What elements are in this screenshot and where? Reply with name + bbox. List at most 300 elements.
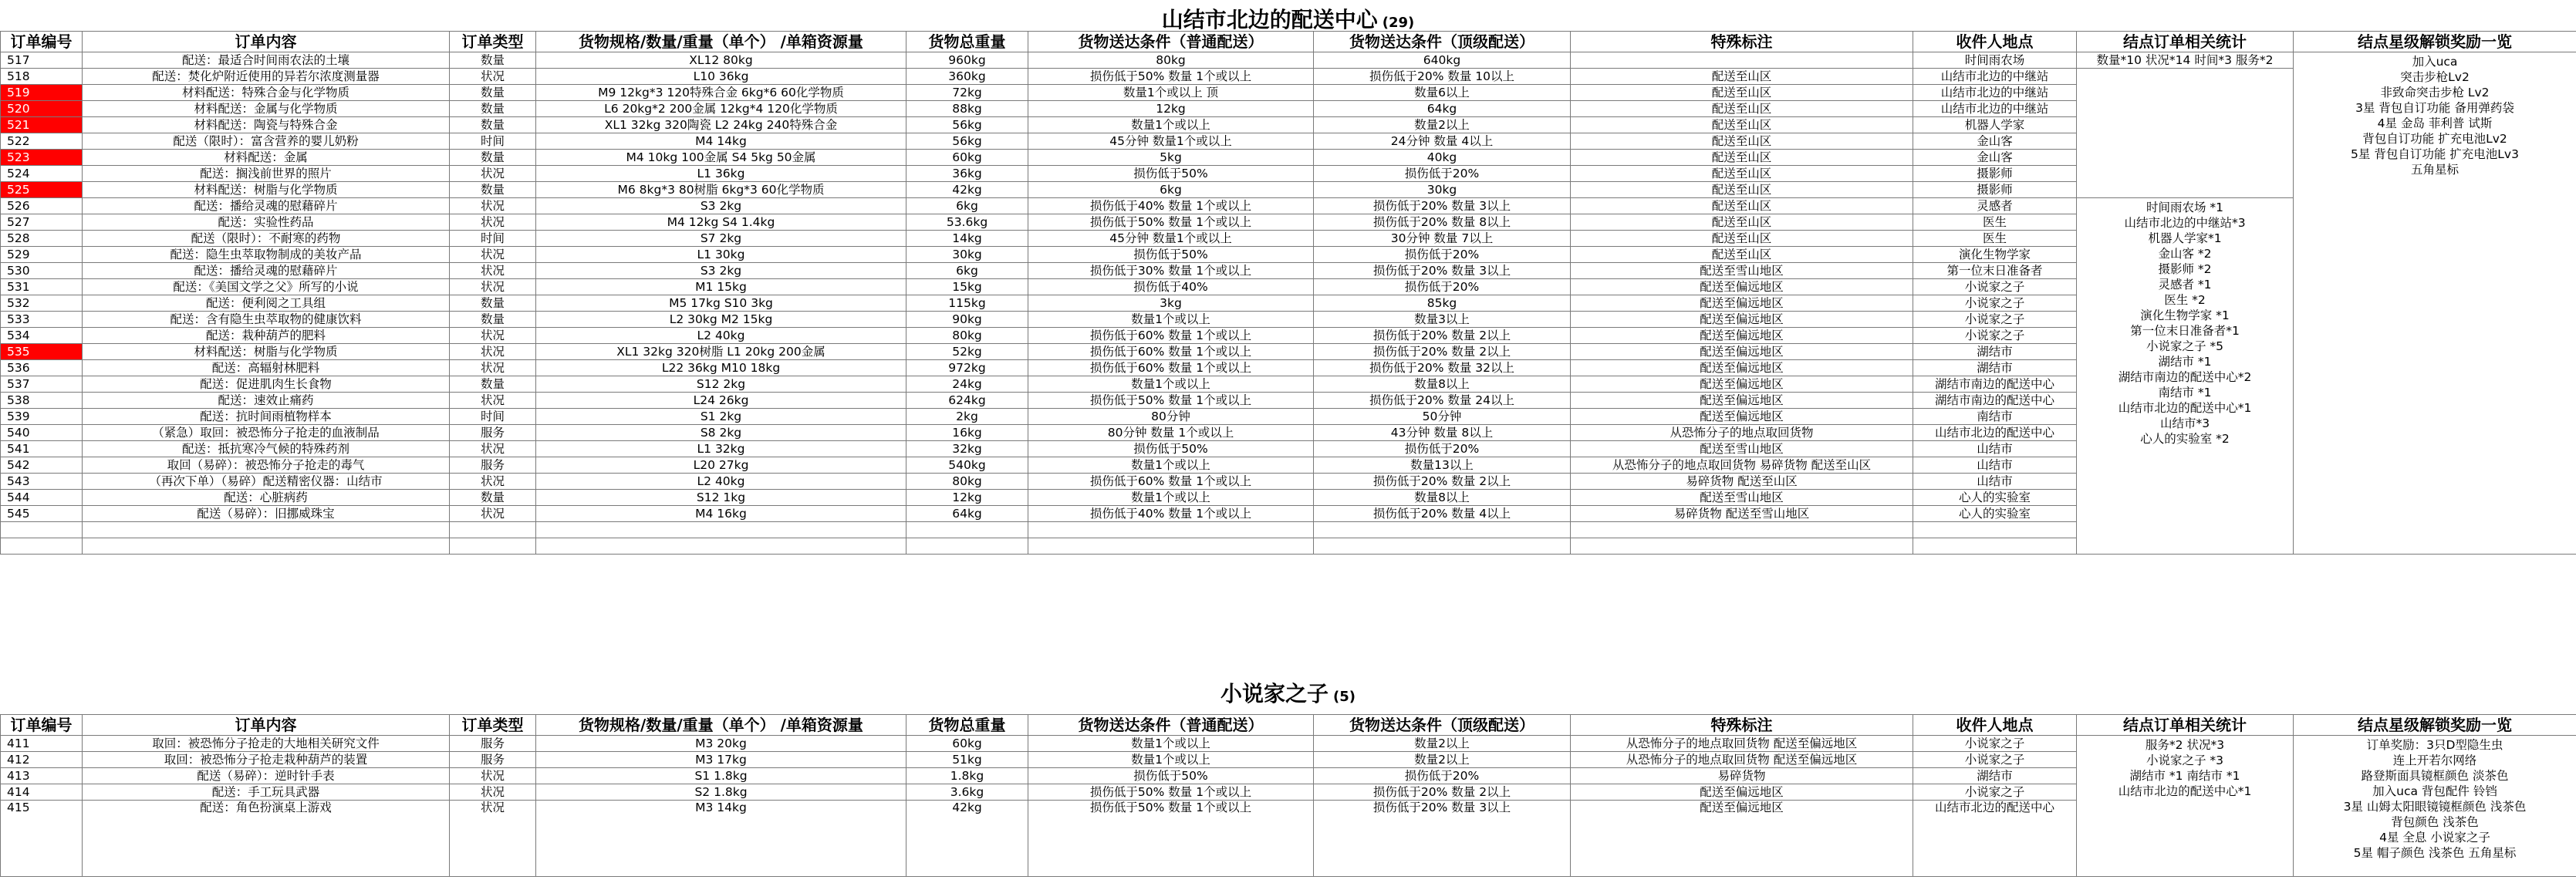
table-header-row xyxy=(1,32,2576,52)
special-note: 配送至偏远地区 xyxy=(1571,393,1913,409)
order-content: 配送：播给灵魂的慰藉碎片 xyxy=(83,198,450,214)
cargo-spec: S12 2kg xyxy=(536,376,906,393)
order-id: 534 xyxy=(1,328,83,344)
order-id: 522 xyxy=(1,133,83,150)
order-id: 545 xyxy=(1,506,83,522)
top-condition: 数量2以上 xyxy=(1314,117,1571,133)
recipient: 演化生物学家 xyxy=(1913,247,2077,263)
node-stats-list-line: 湖结市 *1 南结市 *1 xyxy=(2129,769,2240,783)
order-type: 状况 xyxy=(450,441,536,457)
top-condition: 损伤低于20% 数量 3以上 xyxy=(1314,263,1571,279)
order-id xyxy=(1,522,83,538)
node-stats-list-line: 摄影师 *2 xyxy=(2158,262,2212,276)
order-id: 526 xyxy=(1,198,83,214)
total-weight: 6kg xyxy=(906,263,1028,279)
order-id: 521 xyxy=(1,117,83,133)
order-content: 材料配送：树脂与化学物质 xyxy=(83,344,450,360)
cargo-spec: XL12 80kg xyxy=(536,52,906,69)
rewards-list-line: 连上开若尔网络 xyxy=(2392,753,2477,767)
column-header: 订单类型 xyxy=(450,715,536,736)
order-content: （再次下单）（易碎）配送精密仪器：山结市 xyxy=(83,474,450,490)
top-condition: 损伤低于20% 数量 3以上 xyxy=(1314,198,1571,214)
order-type: 状况 xyxy=(450,474,536,490)
order-id: 519 xyxy=(1,85,83,101)
order-content: 配送：隐生虫萃取物制成的美妆产品 xyxy=(83,247,450,263)
total-weight: 15kg xyxy=(906,279,1028,295)
top-condition: 损伤低于20% xyxy=(1314,166,1571,182)
top-condition: 24分钟 数量 4以上 xyxy=(1314,133,1571,150)
table-row xyxy=(1,198,2576,214)
top-condition xyxy=(1314,522,1571,538)
order-id: 415 xyxy=(1,801,83,877)
special-note xyxy=(1571,522,1913,538)
recipient: 小说家之子 xyxy=(1913,784,2077,801)
order-content: 配送：实验性药品 xyxy=(83,214,450,231)
cargo-spec: M3 14kg xyxy=(536,801,906,877)
recipient: 湖结市 xyxy=(1913,360,2077,376)
order-type: 数量 xyxy=(450,85,536,101)
top-condition: 数量6以上 xyxy=(1314,85,1571,101)
order-content: 配送（限时）：富含营养的婴儿奶粉 xyxy=(83,133,450,150)
special-note: 配送至偏远地区 xyxy=(1571,801,1913,877)
cargo-spec: L1 36kg xyxy=(536,166,906,182)
rewards-list-line: 4星 金岛 菲利普 试斯 xyxy=(2377,116,2493,130)
order-content: 配送：手工玩具武器 xyxy=(83,784,450,801)
cargo-spec: S8 2kg xyxy=(536,425,906,441)
cargo-spec: M5 17kg S10 3kg xyxy=(536,295,906,312)
rewards-list-line: 非致命突击步枪 Lv2 xyxy=(2380,86,2490,99)
recipient: 摄影师 xyxy=(1913,166,2077,182)
order-content: 配送：速效止痛药 xyxy=(83,393,450,409)
order-id: 518 xyxy=(1,69,83,85)
cargo-spec: M4 10kg 100金属 S4 5kg 50金属 xyxy=(536,150,906,166)
recipient: 机器人学家 xyxy=(1913,117,2077,133)
column-header: 收件人地点 xyxy=(1913,32,2077,52)
cargo-spec: S2 1.8kg xyxy=(536,784,906,801)
normal-condition: 数量1个或以上 xyxy=(1028,457,1314,474)
normal-condition: 损伤低于40% 数量 1个或以上 xyxy=(1028,506,1314,522)
normal-condition: 损伤低于50% 数量 1个或以上 xyxy=(1028,801,1314,877)
order-content: 材料配送：特殊合金与化学物质 xyxy=(83,85,450,101)
special-note: 配送至偏远地区 xyxy=(1571,360,1913,376)
column-header: 收件人地点 xyxy=(1913,715,2077,736)
order-id: 528 xyxy=(1,231,83,247)
special-note: 配送至偏远地区 xyxy=(1571,376,1913,393)
order-content: 材料配送：树脂与化学物质 xyxy=(83,182,450,198)
orders-table-novelists-son xyxy=(0,714,2576,877)
recipient: 湖结市 xyxy=(1913,768,2077,784)
cargo-spec: L10 36kg xyxy=(536,69,906,85)
order-type: 数量 xyxy=(450,52,536,69)
order-type: 状况 xyxy=(450,279,536,295)
recipient: 摄影师 xyxy=(1913,182,2077,198)
special-note xyxy=(1571,538,1913,555)
order-content: 材料配送：陶瓷与特殊合金 xyxy=(83,117,450,133)
node-stats-list-line: 山结市北边的中继站*3 xyxy=(2124,216,2246,230)
rewards-list-line: 订单奖励：3只D型隐生虫 xyxy=(2366,738,2503,752)
rewards-list xyxy=(2294,52,2576,555)
top-condition: 40kg xyxy=(1314,150,1571,166)
order-id: 532 xyxy=(1,295,83,312)
section-title-mountain-knot xyxy=(0,3,2576,34)
node-stats-list-line: 第一位末日准备者*1 xyxy=(2130,324,2240,338)
order-content: 配送：搁浅前世界的照片 xyxy=(83,166,450,182)
section-count: (5) xyxy=(1333,689,1356,705)
column-header: 结点订单相关统计 xyxy=(2077,715,2294,736)
total-weight: 72kg xyxy=(906,85,1028,101)
order-type: 数量 xyxy=(450,150,536,166)
recipient: 湖结市南边的配送中心 xyxy=(1913,376,2077,393)
column-header: 货物规格/数量/重量（单个） /单箱资源量 xyxy=(536,32,906,52)
total-weight: 56kg xyxy=(906,117,1028,133)
node-stats-list-line: 医生 *2 xyxy=(2164,293,2206,307)
normal-condition: 数量1个或以上 xyxy=(1028,736,1314,752)
normal-condition: 损伤低于50% xyxy=(1028,441,1314,457)
recipient: 金山客 xyxy=(1913,133,2077,150)
recipient: 金山客 xyxy=(1913,150,2077,166)
rewards-list-line: 背包颜色 浅茶色 xyxy=(2391,815,2479,829)
node-stats-list xyxy=(2077,736,2294,877)
order-id: 529 xyxy=(1,247,83,263)
recipient: 时间雨农场 xyxy=(1913,52,2077,69)
rewards-list-line: 3星 背包自订功能 备用弹药袋 xyxy=(2355,101,2514,115)
node-stats-list-line: 演化生物学家 *1 xyxy=(2140,308,2230,322)
node-stats-list-line: 服务*2 状况*3 xyxy=(2145,738,2225,752)
column-header: 货物总重量 xyxy=(906,32,1028,52)
top-condition: 损伤低于20% xyxy=(1314,768,1571,784)
recipient: 心人的实验室 xyxy=(1913,506,2077,522)
order-id: 525 xyxy=(1,182,83,198)
top-condition: 数量2以上 xyxy=(1314,752,1571,768)
top-condition: 43分钟 数量 8以上 xyxy=(1314,425,1571,441)
recipient: 医生 xyxy=(1913,214,2077,231)
cargo-spec: M6 8kg*3 80树脂 6kg*3 60化学物质 xyxy=(536,182,906,198)
rewards-list-line: 背包自订功能 扩充电池Lv2 xyxy=(2362,132,2507,146)
order-content: 材料配送：金属与化学物质 xyxy=(83,101,450,117)
total-weight: 36kg xyxy=(906,166,1028,182)
order-content: 配送（限时）：不耐寒的药物 xyxy=(83,231,450,247)
total-weight: 960kg xyxy=(906,52,1028,69)
special-note: 配送至山区 xyxy=(1571,182,1913,198)
recipient: 小说家之子 xyxy=(1913,279,2077,295)
normal-condition: 6kg xyxy=(1028,182,1314,198)
recipient: 南结市 xyxy=(1913,409,2077,425)
special-note: 易碎货物 配送至雪山地区 xyxy=(1571,506,1913,522)
normal-condition: 损伤低于60% 数量 1个或以上 xyxy=(1028,344,1314,360)
special-note: 配送至偏远地区 xyxy=(1571,279,1913,295)
order-id: 533 xyxy=(1,312,83,328)
total-weight: 51kg xyxy=(906,752,1028,768)
special-note: 配送至雪山地区 xyxy=(1571,441,1913,457)
top-condition: 损伤低于20% 数量 2以上 xyxy=(1314,784,1571,801)
column-header: 订单类型 xyxy=(450,32,536,52)
top-condition: 数量8以上 xyxy=(1314,376,1571,393)
special-note: 从恐怖分子的地点取回货物 xyxy=(1571,425,1913,441)
normal-condition xyxy=(1028,522,1314,538)
total-weight: 24kg xyxy=(906,376,1028,393)
column-header: 货物送达条件（顶级配送） xyxy=(1314,32,1571,52)
normal-condition: 损伤低于40% xyxy=(1028,279,1314,295)
cargo-spec: L22 36kg M10 18kg xyxy=(536,360,906,376)
order-content xyxy=(83,538,450,555)
special-note: 配送至偏远地区 xyxy=(1571,784,1913,801)
normal-condition: 数量1个或以上 xyxy=(1028,752,1314,768)
top-condition: 数量8以上 xyxy=(1314,490,1571,506)
top-condition: 损伤低于20% 数量 32以上 xyxy=(1314,360,1571,376)
cargo-spec: L1 30kg xyxy=(536,247,906,263)
cargo-spec: M4 12kg S4 1.4kg xyxy=(536,214,906,231)
order-id: 531 xyxy=(1,279,83,295)
special-note: 配送至偏远地区 xyxy=(1571,344,1913,360)
cargo-spec: S1 2kg xyxy=(536,409,906,425)
cargo-spec: M4 14kg xyxy=(536,133,906,150)
order-content: 配送（易碎）：逆时针手表 xyxy=(83,768,450,784)
section-count: (29) xyxy=(1382,15,1415,31)
recipient: 心人的实验室 xyxy=(1913,490,2077,506)
total-weight: 32kg xyxy=(906,441,1028,457)
total-weight: 42kg xyxy=(906,182,1028,198)
rewards-list-line: 3星 山姆太阳眼镜镜框颜色 浅茶色 xyxy=(2343,800,2527,814)
node-stats-list-line: 山结市北边的配送中心*1 xyxy=(2118,401,2252,415)
table-row xyxy=(1,736,2576,752)
order-type: 数量 xyxy=(450,295,536,312)
stats-spacer xyxy=(2077,69,2294,198)
total-weight: 60kg xyxy=(906,150,1028,166)
normal-condition: 数量1个或以上 xyxy=(1028,312,1314,328)
order-content: 配送：角色扮演桌上游戏 xyxy=(83,801,450,877)
total-weight: 16kg xyxy=(906,425,1028,441)
normal-condition: 45分钟 数量1个或以上 xyxy=(1028,231,1314,247)
rewards-list-line: 加入uca xyxy=(2412,55,2458,69)
rewards-list-line: 加入uca 背包配件 铃铛 xyxy=(2372,784,2497,798)
column-header: 结点订单相关统计 xyxy=(2077,32,2294,52)
normal-condition: 损伤低于60% 数量 1个或以上 xyxy=(1028,360,1314,376)
top-condition: 损伤低于20% 数量 8以上 xyxy=(1314,214,1571,231)
order-type: 状况 xyxy=(450,69,536,85)
cargo-spec: XL1 32kg 320树脂 L1 20kg 200金属 xyxy=(536,344,906,360)
total-weight: 1.8kg xyxy=(906,768,1028,784)
special-note: 配送至山区 xyxy=(1571,231,1913,247)
order-id: 537 xyxy=(1,376,83,393)
node-stats-list-line: 时间雨农场 *1 xyxy=(2146,201,2224,214)
order-type: 数量 xyxy=(450,312,536,328)
column-header: 货物规格/数量/重量（单个） /单箱资源量 xyxy=(536,715,906,736)
order-type: 状况 xyxy=(450,344,536,360)
top-condition: 损伤低于20% 数量 2以上 xyxy=(1314,328,1571,344)
normal-condition: 12kg xyxy=(1028,101,1314,117)
order-content: 取回：被恐怖分子抢走栽种葫芦的装置 xyxy=(83,752,450,768)
column-header: 特殊标注 xyxy=(1571,32,1913,52)
special-note: 配送至山区 xyxy=(1571,214,1913,231)
order-type: 服务 xyxy=(450,752,536,768)
order-content: 配送：促进肌肉生长食物 xyxy=(83,376,450,393)
top-condition: 85kg xyxy=(1314,295,1571,312)
special-note: 从恐怖分子的地点取回货物 配送至偏远地区 xyxy=(1571,736,1913,752)
order-id: 542 xyxy=(1,457,83,474)
order-type: 数量 xyxy=(450,376,536,393)
order-id: 535 xyxy=(1,344,83,360)
recipient: 小说家之子 xyxy=(1913,295,2077,312)
special-note: 配送至雪山地区 xyxy=(1571,263,1913,279)
order-type: 数量 xyxy=(450,182,536,198)
normal-condition: 损伤低于50% 数量 1个或以上 xyxy=(1028,393,1314,409)
total-weight: 30kg xyxy=(906,247,1028,263)
total-weight: 88kg xyxy=(906,101,1028,117)
order-type xyxy=(450,538,536,555)
node-stats-list-line: 湖结市 *1 xyxy=(2158,355,2212,369)
cargo-spec: S3 2kg xyxy=(536,263,906,279)
special-note xyxy=(1571,52,1913,69)
recipient: 第一位末日准备者 xyxy=(1913,263,2077,279)
order-content: 取回（易碎）：被恐怖分子抢走的毒气 xyxy=(83,457,450,474)
node-stats-list-line: 南结市 *1 xyxy=(2158,386,2212,399)
normal-condition: 数量1个或以上 xyxy=(1028,117,1314,133)
top-condition: 数量3以上 xyxy=(1314,312,1571,328)
order-content: 取回：被恐怖分子抢走的大地相关研究文件 xyxy=(83,736,450,752)
recipient: 山结市北边的中继站 xyxy=(1913,69,2077,85)
top-condition: 640kg xyxy=(1314,52,1571,69)
total-weight xyxy=(906,522,1028,538)
order-id: 538 xyxy=(1,393,83,409)
order-id xyxy=(1,538,83,555)
normal-condition: 损伤低于50% xyxy=(1028,166,1314,182)
order-type: 状况 xyxy=(450,801,536,877)
recipient: 小说家之子 xyxy=(1913,312,2077,328)
normal-condition: 3kg xyxy=(1028,295,1314,312)
order-id: 536 xyxy=(1,360,83,376)
normal-condition: 损伤低于50% 数量 1个或以上 xyxy=(1028,214,1314,231)
order-id: 539 xyxy=(1,409,83,425)
cargo-spec: M3 17kg xyxy=(536,752,906,768)
cargo-spec: XL1 32kg 320陶瓷 L2 24kg 240特殊合金 xyxy=(536,117,906,133)
total-weight: 60kg xyxy=(906,736,1028,752)
cargo-spec: L2 30kg M2 15kg xyxy=(536,312,906,328)
column-header: 订单内容 xyxy=(83,32,450,52)
total-weight: 53.6kg xyxy=(906,214,1028,231)
node-stats-list-line: 金山客 *2 xyxy=(2158,247,2212,261)
column-header: 货物送达条件（顶级配送） xyxy=(1314,715,1571,736)
order-content xyxy=(83,522,450,538)
cargo-spec: M3 20kg xyxy=(536,736,906,752)
column-header: 订单编号 xyxy=(1,715,83,736)
order-id: 524 xyxy=(1,166,83,182)
special-note: 配送至山区 xyxy=(1571,117,1913,133)
column-header: 货物送达条件（普通配送） xyxy=(1028,32,1314,52)
normal-condition: 损伤低于30% 数量 1个或以上 xyxy=(1028,263,1314,279)
order-id: 540 xyxy=(1,425,83,441)
special-note: 从恐怖分子的地点取回货物 易碎货物 配送至山区 xyxy=(1571,457,1913,474)
order-type: 时间 xyxy=(450,133,536,150)
order-content: （紧急）取回：被恐怖分子抢走的血液制品 xyxy=(83,425,450,441)
order-id: 517 xyxy=(1,52,83,69)
rewards-list-line: 5星 背包自订功能 扩充电池Lv3 xyxy=(2351,147,2519,161)
order-content: 配送：便利阅之工具组 xyxy=(83,295,450,312)
special-note: 配送至山区 xyxy=(1571,247,1913,263)
order-content: 材料配送：金属 xyxy=(83,150,450,166)
order-content: 配送：抗时间雨植物样本 xyxy=(83,409,450,425)
normal-condition: 损伤低于60% 数量 1个或以上 xyxy=(1028,328,1314,344)
recipient: 医生 xyxy=(1913,231,2077,247)
order-content: 配送：含有隐生虫萃取物的健康饮料 xyxy=(83,312,450,328)
recipient: 湖结市 xyxy=(1913,344,2077,360)
column-header: 结点星级解锁奖励一览 xyxy=(2294,715,2576,736)
top-condition: 损伤低于20% xyxy=(1314,441,1571,457)
cargo-spec: L24 26kg xyxy=(536,393,906,409)
total-weight: 64kg xyxy=(906,506,1028,522)
total-weight: 540kg xyxy=(906,457,1028,474)
order-id: 543 xyxy=(1,474,83,490)
normal-condition xyxy=(1028,538,1314,555)
order-type: 数量 xyxy=(450,117,536,133)
table-header-row xyxy=(1,715,2576,736)
column-header: 货物送达条件（普通配送） xyxy=(1028,715,1314,736)
cargo-spec: L2 40kg xyxy=(536,474,906,490)
special-note: 配送至雪山地区 xyxy=(1571,490,1913,506)
order-type: 状况 xyxy=(450,328,536,344)
cargo-spec: M9 12kg*3 120特殊合金 6kg*6 60化学物质 xyxy=(536,85,906,101)
special-note: 配送至山区 xyxy=(1571,69,1913,85)
order-content: 配送：心脏病药 xyxy=(83,490,450,506)
special-note: 配送至山区 xyxy=(1571,85,1913,101)
special-note: 配送至山区 xyxy=(1571,166,1913,182)
special-note: 易碎货物 xyxy=(1571,768,1913,784)
total-weight: 624kg xyxy=(906,393,1028,409)
total-weight: 90kg xyxy=(906,312,1028,328)
normal-condition: 损伤低于50% xyxy=(1028,247,1314,263)
normal-condition: 80分钟 数量 1个或以上 xyxy=(1028,425,1314,441)
total-weight: 56kg xyxy=(906,133,1028,150)
normal-condition: 80分钟 xyxy=(1028,409,1314,425)
order-id: 530 xyxy=(1,263,83,279)
order-type: 服务 xyxy=(450,425,536,441)
total-weight: 115kg xyxy=(906,295,1028,312)
recipient: 灵感者 xyxy=(1913,198,2077,214)
special-note: 配送至山区 xyxy=(1571,133,1913,150)
section-title-text: 小说家之子 xyxy=(1220,681,1329,706)
recipient: 山结市北边的配送中心 xyxy=(1913,425,2077,441)
order-type: 时间 xyxy=(450,231,536,247)
order-id: 414 xyxy=(1,784,83,801)
total-weight: 52kg xyxy=(906,344,1028,360)
section-title-novelists-son xyxy=(0,677,2576,708)
top-condition: 损伤低于20% 数量 4以上 xyxy=(1314,506,1571,522)
order-content: 配送（易碎）：旧挪威珠宝 xyxy=(83,506,450,522)
orders-table-mountain-knot xyxy=(0,31,2576,555)
top-condition: 50分钟 xyxy=(1314,409,1571,425)
column-header: 货物总重量 xyxy=(906,715,1028,736)
node-stats-list-line: 灵感者 *1 xyxy=(2158,278,2212,292)
order-type: 数量 xyxy=(450,101,536,117)
order-content: 配送：栽种葫芦的肥料 xyxy=(83,328,450,344)
special-note: 配送至偏远地区 xyxy=(1571,295,1913,312)
order-id: 544 xyxy=(1,490,83,506)
node-stats-list-line: 机器人学家*1 xyxy=(2148,231,2222,245)
order-content: 配送：抵抗寒冷气候的特殊药剂 xyxy=(83,441,450,457)
top-condition: 数量13以上 xyxy=(1314,457,1571,474)
cargo-spec: L1 32kg xyxy=(536,441,906,457)
table-row xyxy=(1,69,2576,85)
order-type: 数量 xyxy=(450,490,536,506)
stats-summary: 数量*10 状况*14 时间*3 服务*2 xyxy=(2077,52,2294,69)
cargo-spec: L2 40kg xyxy=(536,328,906,344)
order-type: 状况 xyxy=(450,263,536,279)
order-content: 配送：焚化炉附近使用的异若尔浓度测量器 xyxy=(83,69,450,85)
cargo-spec: S1 1.8kg xyxy=(536,768,906,784)
normal-condition: 5kg xyxy=(1028,150,1314,166)
order-id: 527 xyxy=(1,214,83,231)
recipient: 山结市北边的中继站 xyxy=(1913,101,2077,117)
top-condition: 损伤低于20% 数量 24以上 xyxy=(1314,393,1571,409)
